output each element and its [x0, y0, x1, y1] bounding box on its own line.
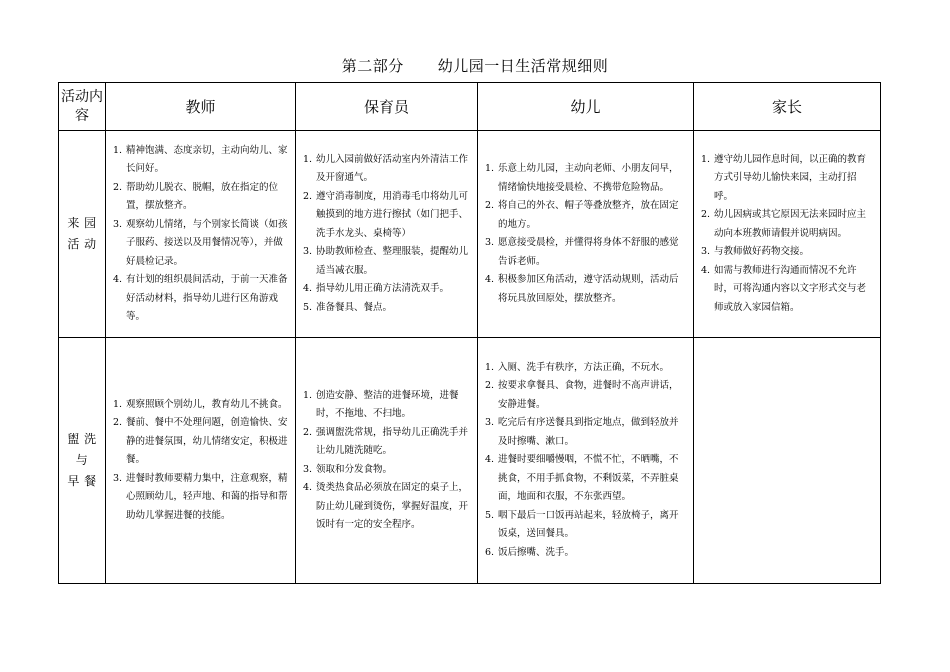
item-number: 1. — [113, 398, 123, 410]
header-row — [59, 83, 881, 131]
rule-list — [106, 142, 295, 327]
item-number: 2. — [485, 200, 495, 211]
item-text: 乐意上幼儿园，主动向老师、小朋友问早，情绪愉快地接受晨检、不携带危险物品。 — [498, 163, 679, 193]
list-item — [478, 359, 687, 378]
list-item — [106, 216, 289, 272]
list-item — [694, 243, 874, 262]
item-text: 进餐时要细嚼慢咽，不慌不忙，不晒嘴，不挑食，不用手抓食物，不剩饭菜，不弄脏桌面，地面和衣服，不东张西望。 — [498, 454, 679, 503]
header-parent: 家长 — [694, 83, 881, 131]
item-text: 帮助幼儿脱衣、脱帽，放在指定的位置，摆放整齐。 — [126, 181, 279, 211]
list-item — [478, 414, 687, 451]
caregiver-cell — [296, 338, 478, 584]
item-text: 咽下最后一口饭再站起来，轻放椅子，离开饭桌，送回餐具。 — [498, 509, 679, 540]
child-cell — [478, 131, 694, 338]
item-text: 进餐时教师要精力集中，注意观察，精心照顾幼儿，轻声地、和蔼的指导和帮助幼儿掌握进餐的技能。 — [126, 472, 288, 521]
header-activity: 活动内容 — [59, 83, 106, 131]
rule-list — [296, 151, 477, 318]
rule-list — [694, 151, 880, 318]
item-number: 4. — [485, 454, 495, 466]
item-text: 强调盥洗常规，指导幼儿正确洗手并让幼儿随洗随吃。 — [316, 426, 469, 456]
item-text: 领取和分发食物。 — [316, 463, 393, 475]
rule-list — [296, 387, 477, 535]
header-child: 幼儿 — [478, 83, 694, 131]
item-number: 4. — [113, 274, 123, 285]
list-item — [478, 507, 687, 544]
item-number: 4. — [485, 274, 495, 285]
list-item — [106, 396, 289, 415]
list-item — [478, 271, 687, 308]
item-text: 遵守幼儿园作息时间，以正确的教育方式引导幼儿愉快来园，主动打招呼。 — [714, 153, 867, 202]
list-item — [296, 151, 471, 188]
item-text: 饭后擦嘴、洗手。 — [498, 546, 575, 558]
category-line: 来 园 — [67, 216, 97, 230]
category-line: 盥 洗 — [67, 432, 97, 446]
list-item — [296, 280, 471, 299]
title-main: 幼儿园一日生活常规细则 — [437, 57, 609, 75]
child-cell — [478, 338, 694, 584]
item-number: 2. — [303, 426, 313, 438]
item-text: 指导幼儿用正确方法清洗双手。 — [316, 283, 450, 295]
item-number: 1. — [701, 153, 711, 165]
list-item — [478, 234, 687, 271]
rule-list — [478, 160, 693, 308]
teacher-cell — [106, 131, 296, 338]
category-line: 与 — [75, 453, 89, 467]
parent-cell — [694, 338, 881, 584]
item-number: 4. — [303, 283, 313, 295]
item-number: 2. — [701, 209, 711, 221]
list-item — [296, 461, 471, 480]
title-part: 第二部分 — [341, 57, 404, 75]
list-item — [478, 451, 687, 507]
item-number: 1. — [113, 144, 123, 156]
item-text: 观察幼儿情绪，与个别家长简谈（如孩子服药、接送以及用餐情况等），并做好晨检记录。 — [126, 218, 288, 267]
list-item — [106, 142, 289, 179]
table-row — [59, 338, 881, 584]
item-text: 幼儿因病或其它原因无法来园时应主动向本班教师请假并说明病因。 — [714, 209, 867, 239]
page-title — [0, 55, 950, 76]
item-text: 准备餐具、餐点。 — [316, 301, 393, 313]
item-number: 5. — [485, 509, 495, 521]
parent-cell — [694, 131, 881, 338]
teacher-cell — [106, 338, 296, 584]
item-number: 3. — [485, 417, 495, 429]
item-number: 2. — [303, 190, 313, 202]
item-text: 协助教师检查、整理服装，提醒幼儿适当减衣服。 — [316, 246, 469, 276]
rules-table — [58, 82, 881, 584]
list-item — [478, 197, 687, 234]
category-arrival — [59, 131, 106, 338]
item-number: 3. — [701, 246, 711, 258]
rule-list — [478, 359, 693, 563]
list-item — [296, 424, 471, 461]
item-number: 2. — [113, 181, 123, 193]
item-number: 1. — [303, 389, 313, 401]
list-item — [478, 160, 687, 197]
list-item — [478, 544, 687, 563]
item-text: 入厕、洗手有秩序，方法正确，不玩水。 — [498, 361, 670, 373]
list-item — [106, 179, 289, 216]
category-line: 活 动 — [67, 237, 97, 251]
item-text: 精神饱满、态度亲切，主动向幼儿、家长问好。 — [126, 144, 288, 174]
item-text: 遵守消毒制度，用消毒毛巾将幼儿可触摸到的地方进行擦拭（如门把手、洗手水龙头、桌椅等） — [316, 190, 469, 239]
item-text: 按要求拿餐具、食物，进餐时不高声讲话，安静进餐。 — [498, 380, 679, 410]
rule-list — [106, 396, 295, 526]
item-number: 3. — [303, 246, 313, 258]
item-text: 观察照顾个别幼儿，教育幼儿不挑食。 — [126, 398, 288, 410]
table-row — [59, 131, 881, 338]
list-item — [296, 188, 471, 244]
category-washing-breakfast — [59, 338, 106, 584]
item-text: 吃完后有序送餐具到指定地点，做到轻放并及时擦嘴、漱口。 — [498, 417, 679, 447]
item-text: 与教师做好药物交接。 — [714, 246, 810, 258]
item-number: 4. — [701, 264, 711, 276]
item-text: 烫类热食品必须放在固定的桌子上，防止幼儿碰到烫伤，掌握好温度，开饭时有一定的安全程序。 — [316, 482, 469, 530]
caregiver-cell — [296, 131, 478, 338]
list-item — [478, 377, 687, 414]
list-item — [296, 479, 471, 535]
item-text: 有计划的组织晨间活动，于前一天准备好活动材料，指导幼儿进行区角游戏等。 — [126, 274, 288, 322]
list-item — [694, 262, 874, 318]
item-text: 幼儿入园前做好活动室内外清洁工作及开窗通气。 — [316, 153, 469, 184]
header-caregiver: 保育员 — [296, 83, 478, 131]
item-number: 5. — [303, 301, 313, 313]
item-number: 3. — [113, 218, 123, 230]
item-number: 3. — [485, 237, 495, 248]
header-teacher: 教师 — [106, 83, 296, 131]
list-item — [694, 151, 874, 207]
list-item — [106, 470, 289, 526]
item-number: 2. — [485, 380, 495, 392]
item-number: 4. — [303, 482, 313, 493]
item-text: 餐前、餐中不处理问题，创造愉快、安静的进餐氛围，幼儿情绪安定，积极进餐。 — [126, 417, 288, 466]
item-text: 愿意接受晨检，并懂得将身体不舒服的感觉告诉老师。 — [498, 237, 679, 267]
list-item — [106, 414, 289, 470]
item-number: 1. — [303, 153, 313, 165]
item-text: 如需与教师进行沟通而情况不允许时，可将沟通内容以文字形式交与老师或放入家园信箱。 — [714, 264, 867, 313]
item-text: 将自己的外衣、帽子等叠放整齐，放在固定的地方。 — [498, 200, 679, 230]
item-number: 1. — [485, 163, 495, 174]
item-number: 3. — [303, 463, 313, 475]
list-item — [106, 271, 289, 327]
list-item — [296, 243, 471, 280]
item-number: 6. — [485, 546, 495, 558]
list-item — [694, 206, 874, 243]
category-line: 早 餐 — [67, 474, 97, 488]
item-number: 2. — [113, 417, 123, 429]
list-item — [296, 387, 471, 424]
list-item — [296, 299, 471, 318]
item-number: 1. — [485, 361, 495, 373]
item-number: 3. — [113, 472, 123, 484]
item-text: 积极参加区角活动，遵守活动规则，活动后将玩具放回原处，摆放整齐。 — [498, 274, 679, 304]
item-text: 创造安静、整洁的进餐环境，进餐时，不拖地、不扫地。 — [316, 389, 459, 419]
